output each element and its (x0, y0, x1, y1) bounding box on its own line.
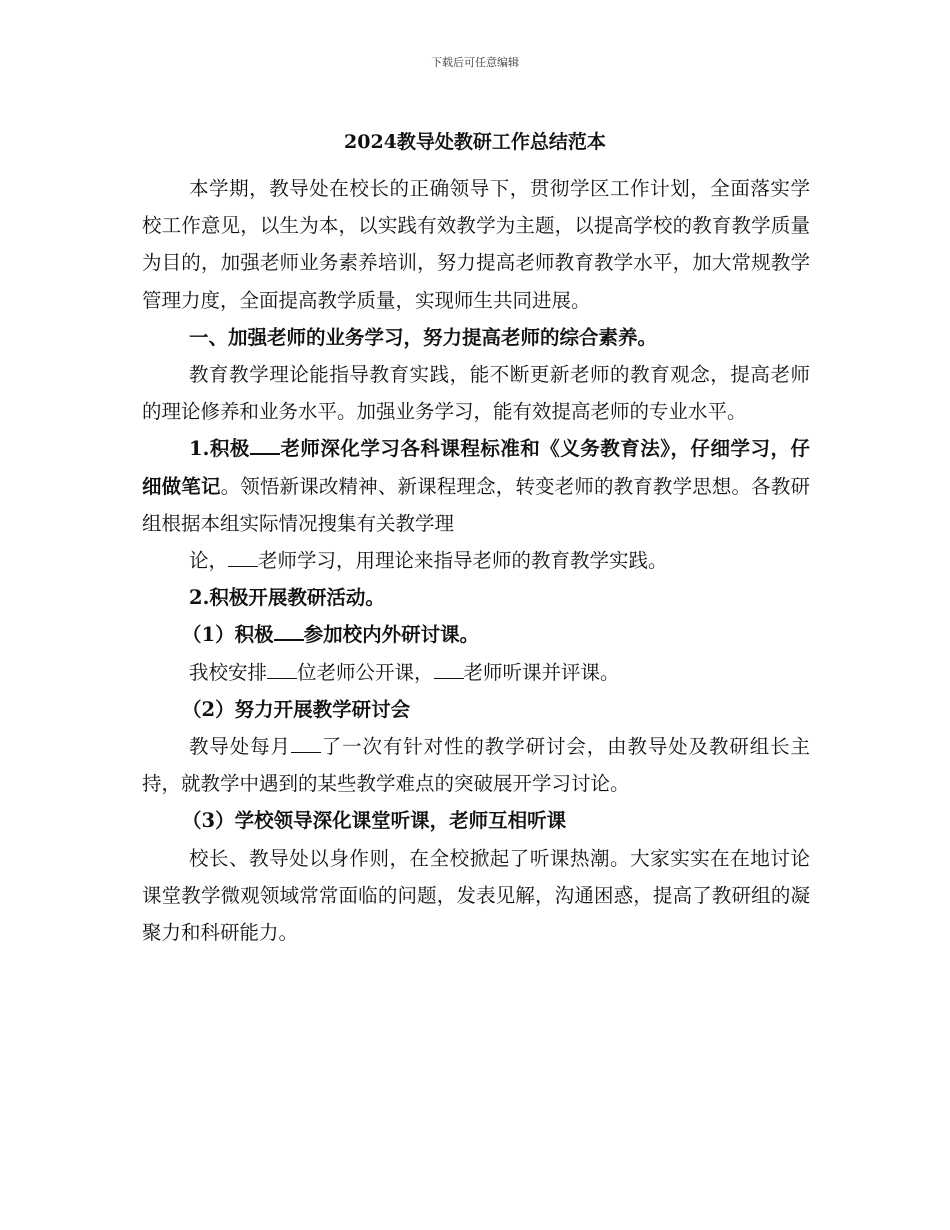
fill-blank (250, 436, 280, 456)
sub2-heading: （2）努力开展教学研讨会 (182, 697, 411, 721)
sub1-body-start: 我校安排 (189, 660, 268, 684)
page-header-note: 下载后可任意编辑 (431, 56, 519, 69)
item1-continuation (142, 542, 810, 579)
fill-blank (228, 548, 258, 567)
item1-bold-text: 老师深化学习各科课程标准和《义务教育法》，仔细学习，仔细做笔记 (142, 437, 810, 498)
item1-bold-start: 1.积极 (189, 437, 250, 461)
fill-blank (434, 660, 464, 679)
sub1-body-end: 老师听课并评课。 (463, 660, 620, 684)
sub2-paragraph (142, 728, 810, 802)
document-body (142, 170, 810, 951)
item1-paragraph (142, 430, 810, 542)
sub1-paragraph (142, 654, 810, 691)
document-title: 2024教导处教研工作总结范本 (344, 131, 606, 153)
item1-text: 。领悟新课改精神、新课程理念，转变老师的教育教学思想。各教研组根据本组实际情况搜集有关教学理 (142, 474, 810, 535)
sub2-body-text: 了一次有针对性的教学研讨会，由教导处及教研组长主持，就教学中遇到的某些教学难点的突破展开学习讨论。 (142, 735, 810, 796)
sub3-paragraph: 校长、教导处以身作则，在全校掀起了听课热潮。大家实实在在地讨论课堂教学微观领域常常面临的问题，发表见解，沟通困惑，提高了教研组的凝聚力和科研能力。 (142, 846, 810, 945)
sub2-body-start: 教导处每月 (189, 735, 291, 759)
item1-cont-text: 老师学习，用理论来指导老师的教育教学实践。 (258, 549, 668, 573)
item2-heading: 2.积极开展教研活动。 (189, 586, 385, 610)
fill-blank (274, 622, 304, 642)
item1-cont-start: 论， (189, 549, 229, 573)
sub1-heading (142, 616, 810, 653)
fill-blank (291, 735, 321, 754)
section1-paragraph: 教育教学理论能指导教育实践，能不断更新老师的教育观念，提高老师的理论修养和业务水平。加强业务学习，能有效提高老师的专业水平。 (142, 363, 810, 424)
section1-heading: 一、加强老师的业务学习，努力提高老师的综合素养。 (189, 325, 658, 349)
sub3-heading: （3）学校领导深化课堂听课，老师互相听课 (182, 809, 567, 833)
sub1-heading-text: 参加校内外研讨课。 (303, 623, 480, 647)
fill-blank (267, 660, 297, 679)
intro-paragraph: 本学期，教导处在校长的正确领导下，贯彻学区工作计划，全面落实学校工作意见，以生为本，以实践有效教学为主题，以提高学校的教育教学质量为目的，加强老师业务素养培训，努力提高老师教育教学水平，加大常规教学管理力度，全面提高教学质量，实现师生共同进展。 (142, 177, 810, 312)
sub1-heading-start: （1）积极 (182, 623, 274, 647)
sub1-body-mid: 位老师公开课， (297, 660, 434, 684)
